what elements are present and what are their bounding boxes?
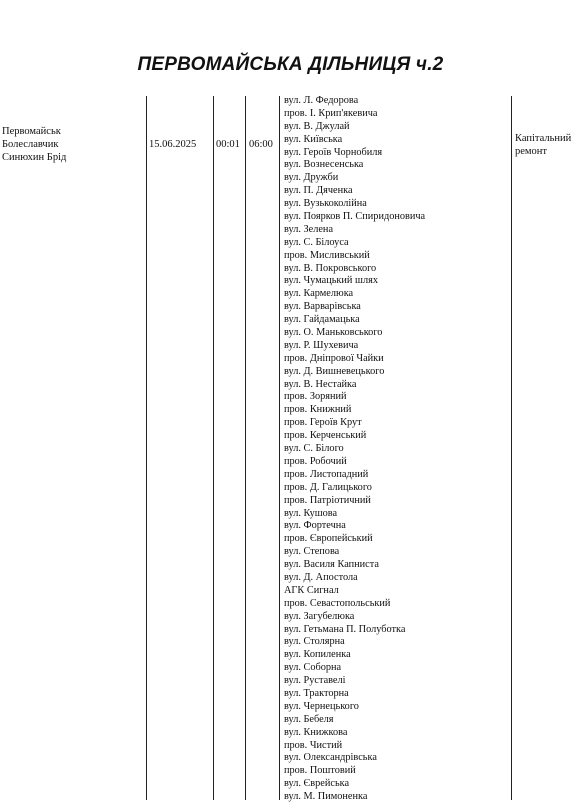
street-item: пров. Зоряний	[284, 391, 347, 403]
column-divider	[279, 96, 280, 800]
street-item: пров. Чистий	[284, 739, 343, 751]
street-item: пров. Д. Галицького	[284, 481, 372, 493]
street-item: вул. Зелена	[284, 223, 334, 235]
work-type-line: ремонт	[515, 145, 548, 157]
street-item: пров. Листопадний	[284, 468, 369, 480]
street-item: вул. Л. Федорова	[284, 95, 359, 106]
street-item: вул. Київська	[284, 133, 343, 145]
street-item: вул. Копиленка	[284, 649, 351, 661]
work-type-line: Капітальний	[515, 133, 572, 144]
street-item: пров. Мисливський	[284, 249, 370, 261]
work-type-cell	[515, 133, 571, 159]
street-item: вул. Степова	[284, 546, 340, 558]
street-item: вул. Д. Вишневецького	[284, 365, 385, 377]
street-item: вул. Загубелюка	[284, 610, 355, 622]
street-item: пров. Робочий	[284, 455, 347, 467]
time-start-cell: 00:01	[216, 139, 240, 150]
street-item: вул. Вузькоколійна	[284, 198, 367, 210]
street-item: вул. Бебеля	[284, 713, 334, 725]
street-item: вул. Гетьмана П. Полуботка	[284, 623, 406, 635]
street-item: вул. С. Білого	[284, 443, 344, 455]
streets-cell	[284, 95, 510, 804]
street-item: пров. І. Крип'якевича	[284, 107, 378, 119]
time-end-cell: 06:00	[249, 139, 273, 150]
street-item: пров. Севастопольський	[284, 597, 391, 609]
street-item: вул. Книжкова	[284, 726, 348, 738]
street-item: вул. Гайдамацька	[284, 314, 360, 326]
street-item: вул. Чернецького	[284, 700, 359, 712]
column-divider	[213, 96, 214, 800]
street-item: вул. В. Джулай	[284, 120, 350, 132]
street-item: вул. Столярна	[284, 636, 345, 648]
street-item: вул. В. Покровського	[284, 262, 377, 274]
street-item: вул. С. Білоуса	[284, 236, 349, 248]
street-item: вул. Фортечна	[284, 520, 346, 532]
street-item: пров. Книжний	[284, 404, 352, 416]
column-divider	[146, 96, 147, 800]
street-item: пров. Європейський	[284, 533, 373, 545]
street-item: вул. О. Маньковського	[284, 327, 383, 339]
street-item: вул. Р. Шухевича	[284, 339, 359, 351]
street-item: вул. Чумацький шлях	[284, 275, 378, 287]
street-item: вул. М. Пимоненка	[284, 791, 368, 803]
street-item: вул. Д. Апостола	[284, 571, 358, 583]
date-cell: 15.06.2025	[149, 139, 197, 150]
street-item: вул. Варварівська	[284, 301, 361, 313]
street-item: вул. Кармелюка	[284, 288, 354, 300]
street-item: вул. Героїв Чорнобиля	[284, 146, 383, 158]
street-item: вул. Олександрівська	[284, 752, 377, 764]
street-item: пров. Керченський	[284, 430, 367, 442]
column-divider	[245, 96, 246, 800]
settlement-name: Болеславчик	[2, 138, 59, 150]
column-divider	[511, 96, 512, 800]
street-item: вул. В. Нестайка	[284, 378, 357, 390]
settlements-cell	[2, 126, 66, 165]
street-item: вул. Вознесенська	[284, 159, 364, 171]
street-item: вул. Руставелі	[284, 675, 346, 687]
street-item: вул. Тракторна	[284, 687, 349, 699]
street-item: пров. Героїв Крут	[284, 417, 362, 429]
street-item: пров. Поштовий	[284, 765, 356, 777]
page-title: ПЕРВОМАЙСЬКА ДІЛЬНИЦЯ ч.2	[137, 54, 444, 75]
street-item: АГК Сигнал	[284, 584, 339, 596]
street-item: вул. П. Дяченка	[284, 185, 353, 197]
street-item: вул. Поярков П. Спиридоновича	[284, 211, 426, 223]
street-item: вул. Василя Капниста	[284, 559, 379, 571]
street-item: вул. Єврейська	[284, 778, 350, 790]
settlement-name: Первомайськ	[2, 126, 61, 137]
street-item: вул. Дружби	[284, 172, 339, 184]
street-item: вул. Кушова	[284, 507, 338, 519]
settlement-name: Синюхин Брід	[2, 151, 67, 163]
street-item: пров. Дніпрової Чайки	[284, 352, 384, 364]
street-item: вул. Соборна	[284, 662, 342, 674]
street-item: пров. Патріотичний	[284, 494, 371, 506]
